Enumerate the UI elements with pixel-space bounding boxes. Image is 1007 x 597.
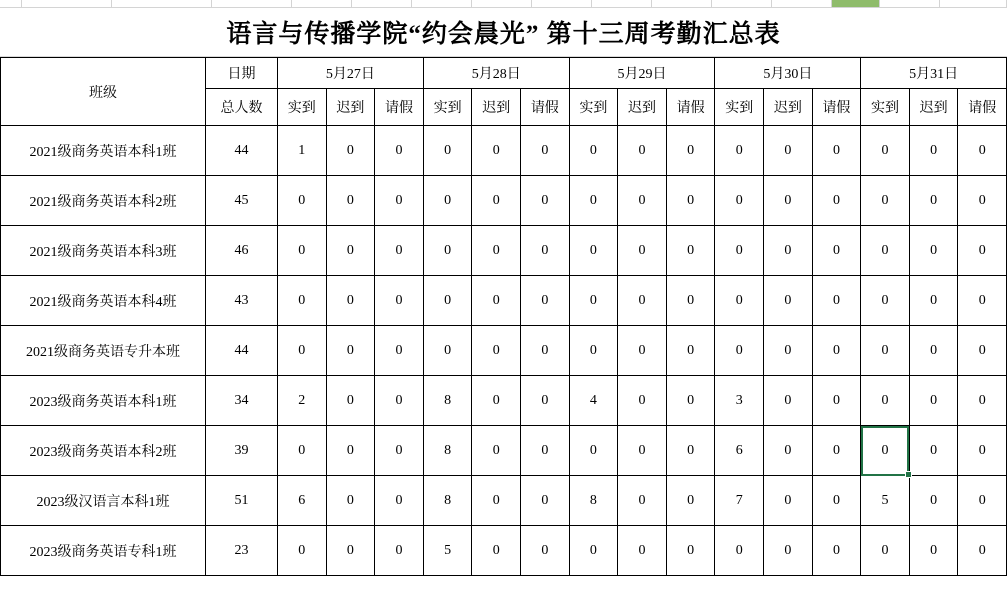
column-header-segment[interactable] [112, 0, 212, 7]
cell-value[interactable]: 0 [569, 326, 618, 376]
cell-value[interactable]: 0 [521, 126, 570, 176]
cell-value[interactable]: 0 [375, 276, 424, 326]
column-header-segment[interactable] [652, 0, 712, 7]
cell-value[interactable]: 0 [569, 526, 618, 576]
cell-value[interactable]: 0 [423, 276, 472, 326]
cell-value[interactable]: 0 [375, 176, 424, 226]
cell-value[interactable]: 0 [958, 326, 1007, 376]
cell-value[interactable]: 0 [958, 526, 1007, 576]
cell-value[interactable]: 0 [569, 126, 618, 176]
cell-value[interactable]: 0 [861, 526, 910, 576]
cell-value[interactable]: 0 [909, 276, 958, 326]
cell-value[interactable]: 0 [423, 326, 472, 376]
cell-value[interactable]: 0 [909, 226, 958, 276]
cell-class-name[interactable]: 2023级商务英语专科1班 [1, 526, 206, 576]
cell-value[interactable]: 6 [715, 426, 764, 476]
header-cell-subheader[interactable]: 请假 [666, 89, 715, 126]
table-header-row-dates [1, 58, 1007, 89]
cell-class-name[interactable]: 2021级商务英语本科2班 [1, 176, 206, 226]
cell-value[interactable]: 0 [812, 226, 861, 276]
cell-class-name[interactable]: 2021级商务英语本科3班 [1, 226, 206, 276]
cell-value[interactable]: 0 [618, 226, 667, 276]
cell-value[interactable]: 0 [715, 326, 764, 376]
cell-value[interactable]: 8 [569, 476, 618, 526]
attendance-table [0, 57, 1007, 576]
cell-value[interactable]: 0 [715, 126, 764, 176]
cell-value[interactable]: 0 [472, 426, 521, 476]
cell-value[interactable]: 0 [278, 226, 327, 276]
header-cell-subheader[interactable]: 实到 [715, 89, 764, 126]
cell-value[interactable]: 0 [472, 226, 521, 276]
cell-value[interactable]: 0 [909, 376, 958, 426]
cell-value[interactable]: 0 [764, 376, 813, 426]
cell-class-name[interactable]: 2023级商务英语本科1班 [1, 376, 206, 426]
cell-class-name[interactable]: 2021级商务英语本科1班 [1, 126, 206, 176]
header-cell-subheader[interactable]: 迟到 [326, 89, 375, 126]
table-row [1, 526, 1007, 576]
cell-value[interactable]: 0 [521, 526, 570, 576]
cell-selected[interactable]: 0 [861, 426, 910, 476]
cell-value[interactable]: 5 [423, 526, 472, 576]
cell-value[interactable]: 0 [909, 326, 958, 376]
cell-total[interactable]: 34 [206, 376, 278, 426]
table-row [1, 376, 1007, 426]
cell-value[interactable]: 0 [618, 476, 667, 526]
cell-value[interactable]: 6 [278, 476, 327, 526]
cell-value[interactable]: 0 [666, 176, 715, 226]
cell-value[interactable]: 0 [521, 276, 570, 326]
cell-total[interactable]: 23 [206, 526, 278, 576]
header-cell-subheader[interactable]: 实到 [861, 89, 910, 126]
table-row [1, 426, 1007, 476]
cell-value[interactable]: 0 [666, 526, 715, 576]
cell-value[interactable]: 0 [812, 126, 861, 176]
column-header-segment[interactable] [22, 0, 112, 7]
cell-value[interactable]: 0 [278, 276, 327, 326]
header-cell-date[interactable]: 5月31日 [861, 58, 1007, 89]
cell-value[interactable]: 4 [569, 376, 618, 426]
cell-value[interactable]: 0 [278, 526, 327, 576]
cell-value[interactable]: 0 [666, 376, 715, 426]
cell-value[interactable]: 0 [472, 376, 521, 426]
cell-value[interactable]: 0 [326, 376, 375, 426]
cell-value[interactable]: 5 [861, 476, 910, 526]
cell-value[interactable]: 0 [278, 426, 327, 476]
cell-value[interactable]: 0 [375, 376, 424, 426]
cell-total[interactable]: 44 [206, 326, 278, 376]
cell-value[interactable]: 0 [958, 376, 1007, 426]
table-row [1, 226, 1007, 276]
cell-value[interactable]: 0 [958, 126, 1007, 176]
cell-value[interactable]: 0 [569, 176, 618, 226]
cell-value[interactable]: 8 [423, 376, 472, 426]
cell-value[interactable]: 0 [472, 276, 521, 326]
cell-value[interactable]: 0 [375, 226, 424, 276]
header-cell-subheader[interactable]: 请假 [958, 89, 1007, 126]
cell-value[interactable]: 0 [326, 176, 375, 226]
cell-value[interactable]: 0 [909, 126, 958, 176]
cell-total[interactable]: 39 [206, 426, 278, 476]
cell-value[interactable]: 0 [861, 176, 910, 226]
cell-value[interactable]: 0 [666, 126, 715, 176]
header-cell-date[interactable]: 5月28日 [423, 58, 569, 89]
cell-value[interactable]: 0 [764, 226, 813, 276]
header-cell-subheader[interactable]: 迟到 [472, 89, 521, 126]
column-header-segment-active[interactable] [832, 0, 880, 7]
cell-value[interactable]: 0 [861, 126, 910, 176]
cell-value[interactable]: 0 [326, 426, 375, 476]
header-cell-class[interactable]: 班级 [1, 58, 206, 126]
table-row [1, 326, 1007, 376]
cell-value[interactable]: 0 [521, 326, 570, 376]
cell-value[interactable]: 0 [521, 226, 570, 276]
cell-value[interactable]: 0 [472, 476, 521, 526]
column-header-segment[interactable] [0, 0, 22, 7]
cell-value[interactable]: 0 [958, 476, 1007, 526]
cell-value[interactable]: 0 [618, 376, 667, 426]
header-cell-subheader[interactable]: 实到 [278, 89, 327, 126]
cell-value[interactable]: 0 [326, 476, 375, 526]
cell-value[interactable]: 0 [861, 276, 910, 326]
cell-value[interactable]: 0 [812, 276, 861, 326]
cell-value[interactable]: 0 [375, 526, 424, 576]
cell-value[interactable]: 0 [666, 426, 715, 476]
cell-value[interactable]: 0 [521, 426, 570, 476]
column-header-segment[interactable] [592, 0, 652, 7]
cell-value[interactable]: 7 [715, 476, 764, 526]
cell-value[interactable]: 0 [764, 326, 813, 376]
cell-total[interactable]: 43 [206, 276, 278, 326]
cell-class-name[interactable]: 2021级商务英语专升本班 [1, 326, 206, 376]
cell-value[interactable]: 0 [375, 426, 424, 476]
cell-value[interactable]: 0 [861, 376, 910, 426]
header-cell-subheader[interactable]: 请假 [812, 89, 861, 126]
cell-value[interactable]: 0 [618, 526, 667, 576]
cell-value[interactable]: 0 [715, 526, 764, 576]
table-row [1, 176, 1007, 226]
cell-value[interactable]: 0 [326, 326, 375, 376]
cell-total[interactable]: 45 [206, 176, 278, 226]
header-cell-date[interactable]: 5月29日 [569, 58, 715, 89]
cell-value[interactable]: 0 [715, 276, 764, 326]
cell-value[interactable]: 0 [958, 426, 1007, 476]
header-cell-date-label[interactable]: 日期 [206, 58, 278, 89]
column-header-segment[interactable] [712, 0, 772, 7]
cell-value[interactable]: 0 [812, 176, 861, 226]
cell-value[interactable]: 0 [521, 476, 570, 526]
cell-value[interactable]: 0 [764, 426, 813, 476]
cell-value[interactable]: 0 [472, 126, 521, 176]
cell-value[interactable]: 1 [278, 126, 327, 176]
header-cell-subheader[interactable]: 请假 [521, 89, 570, 126]
table-row [1, 126, 1007, 176]
cell-value[interactable]: 0 [764, 476, 813, 526]
cell-value[interactable]: 0 [278, 326, 327, 376]
cell-value[interactable]: 0 [715, 176, 764, 226]
cell-value[interactable]: 0 [909, 476, 958, 526]
cell-value[interactable]: 0 [618, 326, 667, 376]
cell-value[interactable]: 8 [423, 426, 472, 476]
cell-value[interactable]: 0 [423, 126, 472, 176]
cell-value[interactable]: 0 [812, 426, 861, 476]
header-cell-subheader[interactable]: 迟到 [618, 89, 667, 126]
column-header-segment[interactable] [472, 0, 532, 7]
header-cell-subheader[interactable]: 实到 [423, 89, 472, 126]
header-cell-date[interactable]: 5月30日 [715, 58, 861, 89]
cell-value[interactable]: 0 [326, 276, 375, 326]
header-cell-subheader[interactable]: 请假 [375, 89, 424, 126]
cell-value[interactable]: 0 [909, 176, 958, 226]
cell-value[interactable]: 0 [472, 326, 521, 376]
cell-value[interactable]: 0 [326, 226, 375, 276]
column-header-segment[interactable] [880, 0, 940, 7]
header-cell-subheader[interactable]: 迟到 [764, 89, 813, 126]
cell-value[interactable]: 0 [326, 526, 375, 576]
table-row [1, 476, 1007, 526]
cell-value[interactable]: 0 [375, 126, 424, 176]
cell-value[interactable]: 0 [521, 376, 570, 426]
column-header-segment[interactable] [772, 0, 832, 7]
cell-value[interactable]: 0 [618, 276, 667, 326]
cell-value[interactable]: 0 [812, 476, 861, 526]
cell-value[interactable]: 0 [326, 126, 375, 176]
cell-value[interactable]: 0 [861, 326, 910, 376]
header-cell-total[interactable]: 总人数 [206, 89, 278, 126]
cell-value[interactable]: 0 [715, 226, 764, 276]
cell-class-name[interactable]: 2021级商务英语本科4班 [1, 276, 206, 326]
cell-total[interactable]: 44 [206, 126, 278, 176]
cell-value[interactable]: 0 [618, 176, 667, 226]
column-header-segment[interactable] [212, 0, 292, 7]
cell-value[interactable]: 0 [375, 326, 424, 376]
column-header-segment[interactable] [352, 0, 412, 7]
cell-value[interactable]: 0 [764, 526, 813, 576]
cell-value[interactable]: 0 [569, 276, 618, 326]
cell-value[interactable]: 0 [521, 176, 570, 226]
cell-value[interactable]: 0 [666, 276, 715, 326]
cell-value[interactable]: 0 [618, 126, 667, 176]
column-header-segment[interactable] [940, 0, 1007, 7]
column-header-segment[interactable] [412, 0, 472, 7]
cell-value[interactable]: 0 [666, 476, 715, 526]
cell-value[interactable]: 0 [812, 526, 861, 576]
cell-value[interactable]: 0 [569, 426, 618, 476]
cell-class-name[interactable]: 2023级商务英语本科2班 [1, 426, 206, 476]
cell-value[interactable]: 0 [764, 276, 813, 326]
cell-value[interactable]: 0 [472, 176, 521, 226]
cell-value[interactable]: 0 [958, 226, 1007, 276]
cell-value[interactable]: 0 [764, 176, 813, 226]
cell-value[interactable]: 0 [764, 126, 813, 176]
cell-value[interactable]: 3 [715, 376, 764, 426]
column-header-segment[interactable] [292, 0, 352, 7]
header-cell-subheader[interactable]: 迟到 [909, 89, 958, 126]
document-title-row [0, 8, 1007, 57]
cell-value[interactable]: 8 [423, 476, 472, 526]
cell-total[interactable]: 46 [206, 226, 278, 276]
cell-value[interactable]: 0 [909, 526, 958, 576]
cell-value[interactable]: 0 [569, 226, 618, 276]
cell-value[interactable]: 0 [666, 326, 715, 376]
page-title: 语言与传播学院“约会晨光” 第十三周考勤汇总表 [226, 21, 781, 48]
cell-value[interactable]: 0 [666, 226, 715, 276]
cell-value[interactable]: 0 [812, 326, 861, 376]
header-cell-date[interactable]: 5月27日 [278, 58, 424, 89]
column-header-segment[interactable] [532, 0, 592, 7]
column-header-strip[interactable] [0, 0, 1007, 8]
cell-value[interactable]: 0 [423, 176, 472, 226]
cell-value[interactable]: 0 [618, 426, 667, 476]
header-cell-subheader[interactable]: 实到 [569, 89, 618, 126]
cell-value[interactable]: 0 [278, 176, 327, 226]
cell-value[interactable]: 0 [375, 476, 424, 526]
cell-value[interactable]: 0 [812, 376, 861, 426]
cell-class-name[interactable]: 2023级汉语言本科1班 [1, 476, 206, 526]
cell-total[interactable]: 51 [206, 476, 278, 526]
cell-value[interactable]: 0 [958, 176, 1007, 226]
cell-value[interactable]: 0 [958, 276, 1007, 326]
table-row [1, 276, 1007, 326]
cell-value[interactable]: 0 [423, 226, 472, 276]
cell-value[interactable]: 0 [472, 526, 521, 576]
cell-value[interactable]: 2 [278, 376, 327, 426]
cell-value[interactable]: 0 [861, 226, 910, 276]
cell-value[interactable]: 0 [909, 426, 958, 476]
